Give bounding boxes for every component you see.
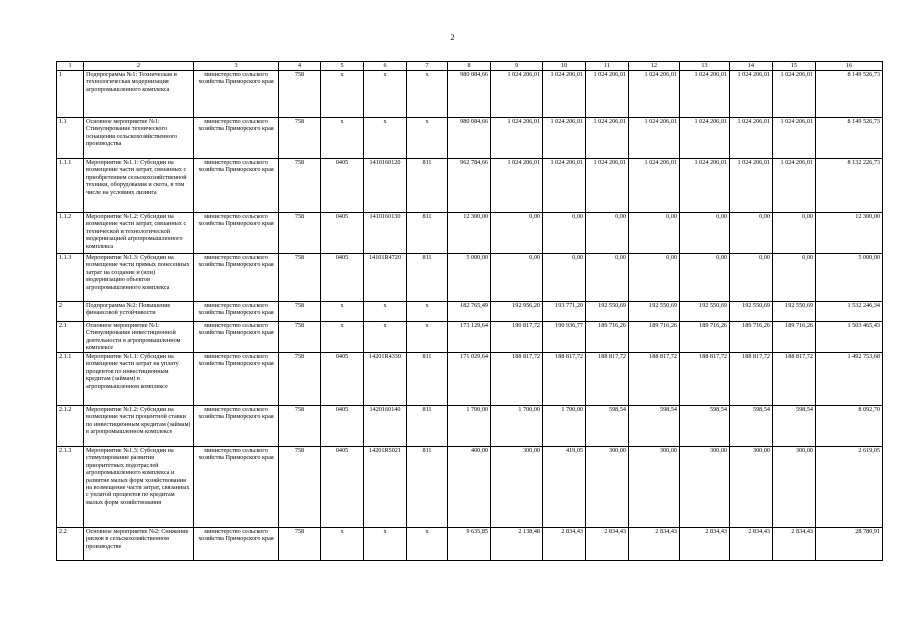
column-header-4: 4 — [279, 62, 321, 71]
row-year-value: 0,00 — [543, 213, 586, 254]
row-year-value: 2 834,43 — [730, 528, 773, 561]
row-total: 12 300,00 — [816, 213, 883, 254]
row-year-value: 1 024 206,01 — [773, 118, 816, 159]
row-year-value: 1 024 206,01 — [730, 118, 773, 159]
row-year-value: 9 635,85 — [448, 528, 491, 561]
row-year-value: 300,00 — [491, 447, 543, 528]
column-header-8: 8 — [448, 62, 491, 71]
row-vr: 811 — [407, 254, 448, 302]
column-header-10: 10 — [543, 62, 586, 71]
row-year-value: 188 817,72 — [586, 353, 629, 406]
row-year-value: 1 024 206,01 — [629, 159, 680, 213]
column-header-3: 3 — [194, 62, 279, 71]
row-year-value: 1 024 206,01 — [491, 71, 543, 118]
row-grbs: 758 — [279, 118, 321, 159]
row-csr: x — [364, 322, 407, 353]
row-year-value: 1 700,00 — [448, 406, 491, 447]
row-vr: x — [407, 528, 448, 561]
row-grbs: 758 — [279, 406, 321, 447]
row-csr: 14201R5021 — [364, 447, 407, 528]
row-year-value: 1 024 206,01 — [586, 71, 629, 118]
row-year-value: 0,00 — [730, 213, 773, 254]
row-name: Основное мероприятие №1: Стимулирование инвестиционной деятельности в агропромышленном комплексе — [84, 322, 194, 353]
row-year-value: 0,00 — [543, 254, 586, 302]
row-year-value: 188 817,72 — [543, 353, 586, 406]
row-total: 5 000,00 — [816, 254, 883, 302]
row-year-value: 962 784,66 — [448, 159, 491, 213]
row-year-value: 1 024 206,01 — [491, 159, 543, 213]
column-header-16: 16 — [816, 62, 883, 71]
table-row — [57, 353, 883, 406]
row-executor: министерство сельского хозяйства Приморского края — [194, 353, 279, 406]
row-year-value: 980 084,66 — [448, 118, 491, 159]
row-code: 1.1 — [57, 118, 84, 159]
row-year-value: 190 817,72 — [491, 322, 543, 353]
table-row — [57, 302, 883, 322]
row-year-value: 1 024 206,01 — [773, 159, 816, 213]
column-header-11: 11 — [586, 62, 629, 71]
row-year-value: 0,00 — [730, 254, 773, 302]
table-row — [57, 406, 883, 447]
row-rzpr: 0405 — [321, 353, 364, 406]
row-year-value: 0,00 — [773, 254, 816, 302]
column-header-2: 2 — [84, 62, 194, 71]
row-year-value: 192 550,69 — [730, 302, 773, 322]
row-year-value: 188 817,72 — [773, 353, 816, 406]
row-year-value: 0,00 — [680, 213, 730, 254]
row-year-value: 2 834,43 — [543, 528, 586, 561]
row-csr: x — [364, 302, 407, 322]
row-grbs: 758 — [279, 353, 321, 406]
column-header-6: 6 — [364, 62, 407, 71]
row-name: Мероприятие №1.2: Субсидии на возмещение части затрат, связанных с технической и технологической модернизацией агропромышленного комплекса — [84, 213, 194, 254]
row-year-value: 1 024 206,01 — [586, 118, 629, 159]
row-vr: 811 — [407, 406, 448, 447]
row-year-value: 0,00 — [629, 254, 680, 302]
row-year-value: 1 024 206,01 — [629, 71, 680, 118]
row-year-value: 1 024 206,01 — [629, 118, 680, 159]
row-executor: министерство сельского хозяйства Приморского края — [194, 159, 279, 213]
page-number: 2 — [450, 33, 455, 42]
row-total: 2 619,05 — [816, 447, 883, 528]
row-code: 2.2 — [57, 528, 84, 561]
row-year-value: 980 084,66 — [448, 71, 491, 118]
row-name: Подпрограмма №1: Техническая и технологическая модернизация агропромышленного комплекса — [84, 71, 194, 118]
row-year-value: 192 550,69 — [629, 302, 680, 322]
row-year-value: 1 024 206,01 — [491, 118, 543, 159]
row-year-value: 1 024 206,01 — [543, 159, 586, 213]
row-year-value: 1 024 206,01 — [586, 159, 629, 213]
column-header-12: 12 — [629, 62, 680, 71]
row-year-value: 2 834,43 — [629, 528, 680, 561]
row-vr: 811 — [407, 159, 448, 213]
row-grbs: 758 — [279, 71, 321, 118]
row-csr: x — [364, 528, 407, 561]
row-grbs: 758 — [279, 254, 321, 302]
table-row — [57, 213, 883, 254]
row-executor: министерство сельского хозяйства Приморского края — [194, 406, 279, 447]
row-year-value: 1 024 206,01 — [543, 118, 586, 159]
row-grbs: 758 — [279, 447, 321, 528]
row-name: Мероприятие №1.2: Субсидии на возмещение части процентной ставки по инвестиционным кредитам (займам) в агропромышленном комплексе — [84, 406, 194, 447]
row-year-value: 189 716,26 — [586, 322, 629, 353]
row-year-value: 193 771,20 — [543, 302, 586, 322]
row-rzpr: x — [321, 71, 364, 118]
row-year-value: 5 000,00 — [448, 254, 491, 302]
row-year-value: 300,00 — [629, 447, 680, 528]
row-vr: x — [407, 322, 448, 353]
row-rzpr: 0405 — [321, 406, 364, 447]
row-rzpr: x — [321, 528, 364, 561]
row-vr: 811 — [407, 213, 448, 254]
row-year-value: 188 817,72 — [629, 353, 680, 406]
row-name: Мероприятие №1.1: Субсидии на возмещение части затрат, связанных с приобретением сельскохозяйственной техники, оборудования и скота, в том числе на условиях лизинга — [84, 159, 194, 213]
table-header-row — [57, 62, 883, 71]
row-csr: 1410160120 — [364, 159, 407, 213]
row-year-value: 300,00 — [680, 447, 730, 528]
table-row — [57, 322, 883, 353]
budget-table — [56, 61, 883, 561]
row-code: 1.1.2 — [57, 213, 84, 254]
row-year-value: 192 550,69 — [680, 302, 730, 322]
row-vr: x — [407, 302, 448, 322]
table-body — [57, 62, 883, 561]
row-csr: 14201R4330 — [364, 353, 407, 406]
row-year-value: 598,54 — [773, 406, 816, 447]
row-csr: 1410160130 — [364, 213, 407, 254]
row-total: 8 092,70 — [816, 406, 883, 447]
table-row — [57, 159, 883, 213]
row-year-value: 1 024 206,01 — [680, 159, 730, 213]
row-year-value: 192 550,69 — [773, 302, 816, 322]
row-vr: x — [407, 118, 448, 159]
row-year-value: 2 834,43 — [680, 528, 730, 561]
column-header-14: 14 — [730, 62, 773, 71]
row-year-value: 189 716,26 — [629, 322, 680, 353]
row-year-value: 1 024 206,01 — [730, 71, 773, 118]
row-year-value: 189 716,26 — [730, 322, 773, 353]
row-executor: министерство сельского хозяйства Приморского края — [194, 447, 279, 528]
row-year-value: 188 817,72 — [491, 353, 543, 406]
row-rzpr: 0405 — [321, 159, 364, 213]
row-year-value: 2 834,43 — [586, 528, 629, 561]
column-header-9: 9 — [491, 62, 543, 71]
row-year-value: 419,05 — [543, 447, 586, 528]
row-year-value: 300,00 — [730, 447, 773, 528]
column-header-15: 15 — [773, 62, 816, 71]
row-year-value: 1 024 206,01 — [730, 159, 773, 213]
column-header-13: 13 — [680, 62, 730, 71]
row-csr: 14101R4720 — [364, 254, 407, 302]
row-code: 2.1 — [57, 322, 84, 353]
row-year-value: 0,00 — [773, 213, 816, 254]
row-name: Мероприятие №1.3: Субсидии на стимулирование развития приоритетных подотраслей агропромышленного комплекса и развитие малых форм хозяйствования на возмещение части затрат, связанных с уплатой процентов по кредитам малых форм хозяйствования — [84, 447, 194, 528]
row-rzpr: 0405 — [321, 254, 364, 302]
row-year-value: 1 024 206,01 — [773, 71, 816, 118]
row-total: 1 503 465,43 — [816, 322, 883, 353]
row-year-value: 171 029,64 — [448, 353, 491, 406]
row-csr: 1420160140 — [364, 406, 407, 447]
row-grbs: 758 — [279, 159, 321, 213]
row-rzpr: x — [321, 322, 364, 353]
column-header-5: 5 — [321, 62, 364, 71]
table-row — [57, 71, 883, 118]
row-executor: министерство сельского хозяйства Приморского края — [194, 213, 279, 254]
row-executor: министерство сельского хозяйства Приморского края — [194, 302, 279, 322]
row-vr: 811 — [407, 353, 448, 406]
table-row — [57, 528, 883, 561]
row-year-value: 598,54 — [586, 406, 629, 447]
row-executor: министерство сельского хозяйства Приморского края — [194, 118, 279, 159]
row-code: 2.1.2 — [57, 406, 84, 447]
row-total: 1 492 753,68 — [816, 353, 883, 406]
row-year-value: 1 700,00 — [491, 406, 543, 447]
row-total: 8 132 226,73 — [816, 159, 883, 213]
row-year-value: 188 817,72 — [730, 353, 773, 406]
row-year-value: 0,00 — [586, 213, 629, 254]
row-year-value: 189 716,26 — [773, 322, 816, 353]
row-vr: 811 — [407, 447, 448, 528]
table-row — [57, 118, 883, 159]
row-year-value: 192 550,69 — [586, 302, 629, 322]
row-csr: x — [364, 71, 407, 118]
row-executor: министерство сельского хозяйства Приморского края — [194, 322, 279, 353]
row-executor: министерство сельского хозяйства Приморского края — [194, 528, 279, 561]
row-total: 8 149 526,73 — [816, 71, 883, 118]
row-name: Подпрограмма №2: Повышение финансовой устойчивости — [84, 302, 194, 322]
row-year-value: 0,00 — [491, 254, 543, 302]
row-name: Основное мероприятие №1: Стимулирование технического оснащения сельскохозяйственного производства — [84, 118, 194, 159]
table-row — [57, 254, 883, 302]
table-row — [57, 447, 883, 528]
row-executor: министерство сельского хозяйства Приморского края — [194, 254, 279, 302]
row-code: 1 — [57, 71, 84, 118]
row-year-value: 1 024 206,01 — [543, 71, 586, 118]
row-grbs: 758 — [279, 213, 321, 254]
row-grbs: 758 — [279, 302, 321, 322]
row-year-value: 598,54 — [680, 406, 730, 447]
row-code: 2.1.1 — [57, 353, 84, 406]
row-code: 2 — [57, 302, 84, 322]
row-year-value: 189 716,26 — [680, 322, 730, 353]
row-year-value: 300,00 — [586, 447, 629, 528]
row-year-value: 598,54 — [730, 406, 773, 447]
row-year-value: 173 129,64 — [448, 322, 491, 353]
row-name: Мероприятие №1.1: Субсидии на возмещение части затрат на уплату процентов по инвестиционным кредитам (займам) в агропромышленном комплексе — [84, 353, 194, 406]
row-grbs: 758 — [279, 322, 321, 353]
row-rzpr: x — [321, 118, 364, 159]
row-total: 1 532 246,34 — [816, 302, 883, 322]
row-rzpr: 0405 — [321, 447, 364, 528]
row-name: Основное мероприятие №2: Снижение рисков в сельскохозяйственном производстве — [84, 528, 194, 561]
row-code: 1.1.1 — [57, 159, 84, 213]
row-year-value: 300,00 — [773, 447, 816, 528]
row-executor: министерство сельского хозяйства Приморского края — [194, 71, 279, 118]
row-code: 1.1.3 — [57, 254, 84, 302]
row-total: 8 149 526,73 — [816, 118, 883, 159]
row-total: 28 780,91 — [816, 528, 883, 561]
row-csr: x — [364, 118, 407, 159]
row-year-value: 1 700,00 — [543, 406, 586, 447]
row-rzpr: 0405 — [321, 213, 364, 254]
row-year-value: 1 024 206,01 — [680, 71, 730, 118]
row-year-value: 192 956,20 — [491, 302, 543, 322]
row-grbs: 758 — [279, 528, 321, 561]
row-year-value: 182 765,49 — [448, 302, 491, 322]
row-year-value: 190 936,77 — [543, 322, 586, 353]
row-year-value: 188 817,72 — [680, 353, 730, 406]
row-year-value: 2 834,43 — [773, 528, 816, 561]
row-vr: x — [407, 71, 448, 118]
row-code: 2.1.3 — [57, 447, 84, 528]
column-header-7: 7 — [407, 62, 448, 71]
row-year-value: 12 300,00 — [448, 213, 491, 254]
row-name: Мероприятие №1.3: Субсидии на возмещение части прямых понесенных затрат на создание и (или) модернизацию объектов агропромышленного комплекса — [84, 254, 194, 302]
column-header-1: 1 — [57, 62, 84, 71]
row-year-value: 0,00 — [680, 254, 730, 302]
row-year-value: 0,00 — [491, 213, 543, 254]
row-year-value: 598,54 — [629, 406, 680, 447]
row-year-value: 0,00 — [586, 254, 629, 302]
row-year-value: 400,00 — [448, 447, 491, 528]
row-year-value: 1 024 206,01 — [680, 118, 730, 159]
row-year-value: 0,00 — [629, 213, 680, 254]
row-year-value: 2 138,48 — [491, 528, 543, 561]
row-rzpr: x — [321, 302, 364, 322]
